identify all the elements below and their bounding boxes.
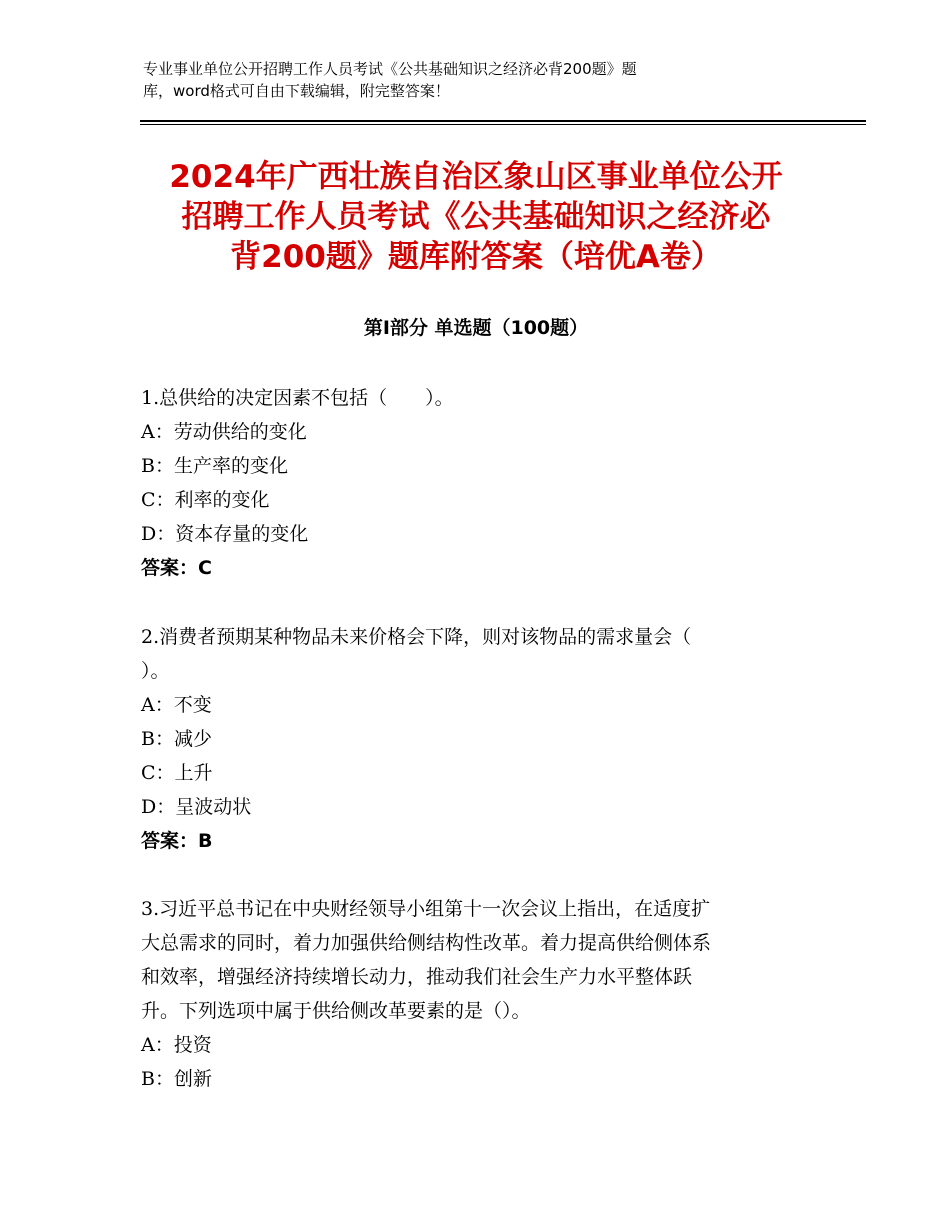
option-a: A：不变 xyxy=(141,694,212,716)
option-d: D：资本存量的变化 xyxy=(141,523,309,545)
option-b: B：减少 xyxy=(141,728,212,750)
question-text: 大总需求的同时，着力加强供给侧结构性改革。着力提高供给侧体系 xyxy=(141,932,712,954)
question-text: 升。下列选项中属于供给侧改革要素的是（）。 xyxy=(141,1000,531,1022)
answer: 答案：B xyxy=(141,830,213,852)
header-divider xyxy=(140,120,866,122)
title-line: 背200题》题库附答案（培优A卷） xyxy=(230,239,722,275)
option-b: B：创新 xyxy=(141,1068,212,1090)
option-c: C：上升 xyxy=(141,762,213,784)
document-title xyxy=(140,157,812,277)
title-line: 招聘工作人员考试《公共基础知识之经济必 xyxy=(181,199,771,235)
header-divider xyxy=(140,124,866,125)
option-c: C：利率的变化 xyxy=(141,489,270,511)
section-title: 第Ⅰ部分 单选题（100题） xyxy=(363,317,589,339)
title-line: 2024年广西壮族自治区象山区事业单位公开 xyxy=(169,159,783,195)
question-text: ）。 xyxy=(141,660,170,682)
question xyxy=(141,892,801,1096)
option-a: A：劳动供给的变化 xyxy=(141,421,307,443)
question xyxy=(141,620,801,858)
question-text: 2.消费者预期某种物品未来价格会下降，则对该物品的需求量会（ xyxy=(141,626,692,648)
question xyxy=(141,381,801,585)
question-text: 1.总供给的决定因素不包括（ ）。 xyxy=(141,387,454,409)
header-note-line: 专业事业单位公开招聘工作人员考试《公共基础知识之经济必背200题》题 xyxy=(143,60,637,78)
option-b: B：生产率的变化 xyxy=(141,455,288,477)
answer: 答案：C xyxy=(141,557,212,579)
question-text: 和效率，增强经济持续增长动力，推动我们社会生产力水平整体跃 xyxy=(141,966,693,988)
question-text: 3.习近平总书记在中央财经领导小组第十一次会议上指出，在适度扩 xyxy=(141,898,711,920)
option-d: D：呈波动状 xyxy=(141,796,252,818)
header-note-line: 库，word格式可自由下载编辑，附完整答案！ xyxy=(143,82,450,100)
option-a: A：投资 xyxy=(141,1034,212,1056)
header-note xyxy=(143,58,783,102)
